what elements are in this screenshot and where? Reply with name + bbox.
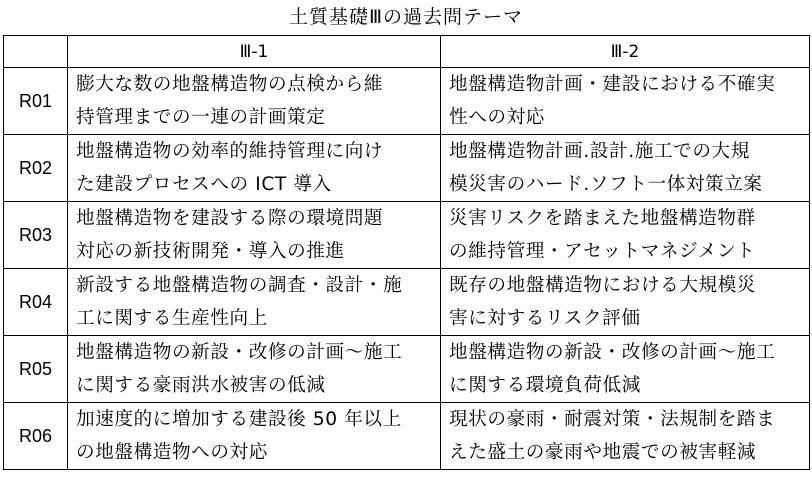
theme-line: に関する豪雨洪水被害の低減: [76, 375, 326, 396]
theme-iii-1-cell: [68, 68, 441, 135]
year-cell: R05: [4, 336, 68, 403]
header-iii-1: Ⅲ-1: [68, 36, 441, 68]
table-row-r03: [4, 202, 810, 269]
theme-line: 既存の地盤構造物における大規模災: [449, 275, 757, 296]
theme-iii-2-cell: [441, 135, 810, 202]
header-corner-cell: [4, 36, 68, 68]
year-cell: R02: [4, 135, 68, 202]
theme-line: に関する環境負荷低減: [449, 375, 641, 396]
theme-iii-1-cell: [68, 269, 441, 336]
table-row-r04: [4, 269, 810, 336]
theme-line: 地盤構造物の新設・改修の計画～施工: [76, 342, 403, 363]
year-cell: R06: [4, 403, 68, 470]
theme-line: 地盤構造物の新設・改修の計画～施工: [449, 342, 776, 363]
theme-line: 膨大な数の地盤構造物の点検から維: [76, 74, 384, 95]
table-row-r01: [4, 68, 810, 135]
table-row-r02: [4, 135, 810, 202]
theme-iii-2-cell: [441, 68, 810, 135]
theme-line: 新設する地盤構造物の調査・設計・施: [76, 275, 403, 296]
table-header-row: [4, 36, 810, 68]
theme-line: 地盤構造物計画.設計.施工での大規: [449, 141, 750, 162]
page-title: 土質基礎Ⅲの過去問テーマ: [288, 6, 524, 28]
theme-line: 災害リスクを踏まえた地盤構造物群: [449, 208, 756, 229]
theme-line: 工に関する生産性向上: [76, 308, 268, 329]
year-cell: R01: [4, 68, 68, 135]
theme-iii-2-cell: [441, 403, 810, 470]
theme-line: の維持管理・アセットマネジメント: [449, 241, 756, 262]
theme-line: の地盤構造物への対応: [76, 442, 268, 463]
theme-iii-1-cell: [68, 336, 441, 403]
year-cell: R03: [4, 202, 68, 269]
theme-line: 模災害のハード.ソフト一体対策立案: [449, 174, 763, 195]
header-iii-2: Ⅲ-2: [441, 36, 810, 68]
theme-iii-2-cell: [441, 336, 810, 403]
theme-line: 現状の豪雨・耐震対策・法規制を踏ま: [449, 409, 776, 430]
theme-line: 対応の新技術開発・導入の推進: [76, 241, 345, 262]
theme-line: 害に対するリスク評価: [449, 308, 641, 329]
theme-line: 地盤構造物計画・建設における不確実: [449, 74, 776, 95]
theme-line: 地盤構造物の効率的維持管理に向け: [76, 141, 384, 162]
theme-line: えた盛土の豪雨や地震での被害軽減: [449, 442, 757, 463]
theme-line: 性への対応: [449, 107, 545, 128]
theme-iii-2-cell: [441, 269, 810, 336]
theme-table: [3, 35, 810, 470]
theme-iii-1-cell: [68, 202, 441, 269]
table-row-r05: [4, 336, 810, 403]
theme-line: た建設プロセスへの ICT 導入: [76, 174, 332, 195]
theme-iii-1-cell: [68, 403, 441, 470]
theme-line: 地盤構造物を建設する際の環境問題: [76, 208, 384, 229]
theme-iii-2-cell: [441, 202, 810, 269]
theme-line: 持管理までの一連の計画策定: [76, 107, 326, 128]
table-row-r06: [4, 403, 810, 470]
theme-iii-1-cell: [68, 135, 441, 202]
theme-line: 加速度的に増加する建設後 50 年以上: [76, 409, 402, 430]
year-cell: R04: [4, 269, 68, 336]
